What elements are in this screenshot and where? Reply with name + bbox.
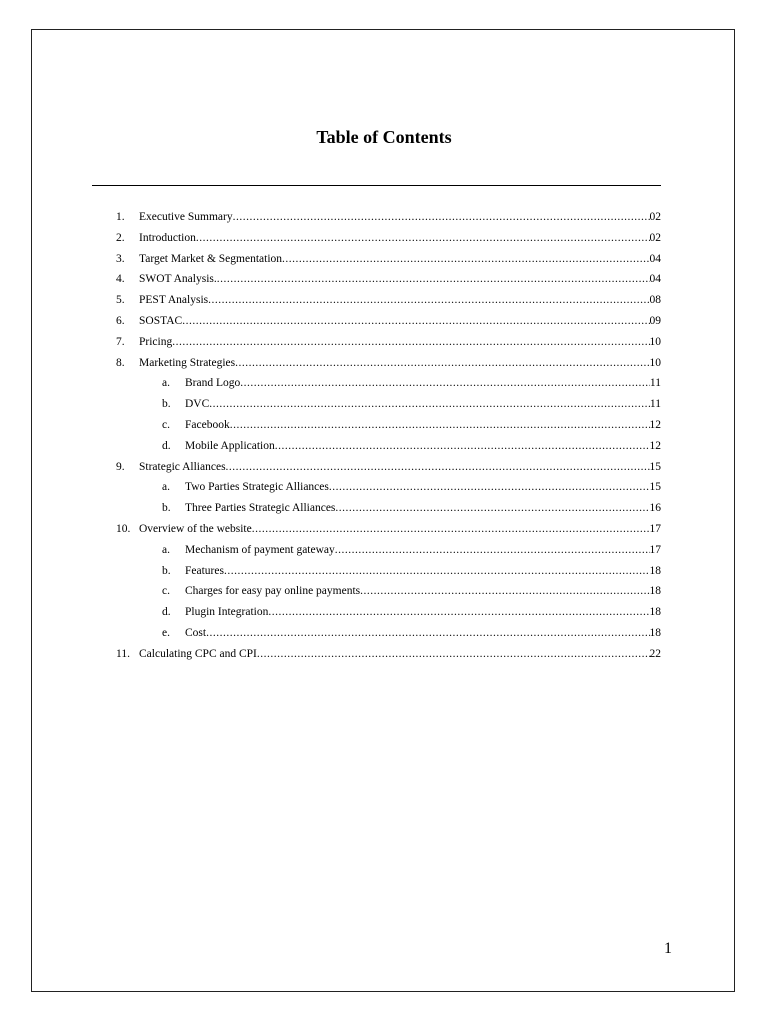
toc-entry-number: 4. xyxy=(116,273,125,286)
toc-entry-page: 04 xyxy=(649,273,661,286)
toc-entry-label: Facebook xyxy=(185,419,230,431)
toc-entry-number: 2. xyxy=(116,231,125,244)
toc-entry[interactable] xyxy=(116,521,661,538)
toc-dot-leader xyxy=(209,396,650,413)
toc-entry-number: a. xyxy=(162,543,170,556)
toc-subentry[interactable] xyxy=(162,604,661,621)
toc-entry-label: Mobile Application xyxy=(185,439,275,452)
toc-subentry[interactable] xyxy=(162,396,661,413)
toc-subentry[interactable] xyxy=(162,542,661,559)
toc-entry-label: Executive Summary xyxy=(139,211,233,223)
toc-subentry[interactable] xyxy=(162,500,661,517)
toc-dot-leader xyxy=(257,646,650,663)
page-title: Table of Contents xyxy=(316,127,452,147)
toc-dot-leader xyxy=(217,271,650,288)
toc-dot-leader xyxy=(360,583,649,600)
toc-entry-number: a. xyxy=(162,377,170,390)
toc-entry-label: PEST Analysis xyxy=(139,294,209,307)
toc-entry[interactable] xyxy=(116,292,661,309)
toc-entry-page: 10 xyxy=(649,335,661,348)
toc-dot-leader xyxy=(275,438,650,455)
toc-entry-page: 04 xyxy=(649,252,661,265)
toc-dot-leader xyxy=(208,292,649,309)
toc-entry-number: b. xyxy=(162,564,171,577)
toc-entry-page: 18 xyxy=(649,564,661,577)
toc-entry-page: 18 xyxy=(649,606,661,619)
toc-entry-number: 1. xyxy=(116,211,125,223)
toc-dot-leader xyxy=(233,209,650,226)
toc-dot-leader xyxy=(335,500,649,517)
toc-entry-label: SWOT Analysis. xyxy=(139,273,217,286)
page-number: 1 xyxy=(664,940,672,957)
toc-entry-page: 15 xyxy=(649,481,661,494)
toc-entry-page: 22 xyxy=(649,647,661,660)
toc-entry-label: Cost xyxy=(185,627,207,639)
toc-entry[interactable] xyxy=(116,355,661,372)
toc-entry-page: 11 xyxy=(649,398,661,411)
toc-entry-label: Brand Logo xyxy=(185,377,241,390)
toc-entry-number: c. xyxy=(162,419,170,431)
toc-dot-leader xyxy=(268,604,649,621)
toc-dot-leader xyxy=(240,375,650,392)
toc-entry-label: Charges for easy pay online payments xyxy=(185,585,361,598)
toc-entry[interactable] xyxy=(116,209,661,226)
toc-dot-leader xyxy=(206,625,649,642)
toc-entry[interactable] xyxy=(116,646,661,663)
toc-entry-number: 10. xyxy=(116,523,131,535)
toc-entry-number: c. xyxy=(162,585,170,598)
toc-dot-leader xyxy=(196,230,650,247)
toc-dot-leader xyxy=(235,355,649,372)
toc-entry[interactable] xyxy=(116,459,661,476)
toc-entry-number: e. xyxy=(162,627,170,639)
toc-entry-label: Two Parties Strategic Alliances xyxy=(185,481,329,494)
toc-entry-number: 5. xyxy=(116,294,125,307)
toc-subentry[interactable] xyxy=(162,375,661,392)
toc-dot-leader xyxy=(230,417,650,434)
toc-entry-number: d. xyxy=(162,439,171,452)
toc-entry-label: Target Market & Segmentation xyxy=(139,252,283,265)
toc-entry-page: 09 xyxy=(649,315,661,327)
toc-entry[interactable] xyxy=(116,313,661,330)
toc-subentry[interactable] xyxy=(162,583,661,600)
toc-entry-page: 12 xyxy=(649,419,661,431)
toc-entry-number: 8. xyxy=(116,356,125,369)
toc-entry-number: 11. xyxy=(116,647,130,660)
toc-entry-page: 17 xyxy=(649,523,661,535)
toc-subentry[interactable] xyxy=(162,563,661,580)
toc-entry-page: 02 xyxy=(649,211,661,223)
toc-entry-page: 02 xyxy=(649,231,661,244)
toc-entry-number: 7. xyxy=(116,335,125,348)
toc-subentry[interactable] xyxy=(162,438,661,455)
toc-entry-page: 18 xyxy=(649,627,661,639)
toc-entry[interactable] xyxy=(116,271,661,288)
toc-dot-leader xyxy=(224,563,650,580)
toc-entry-number: 9. xyxy=(116,460,125,473)
toc-entry-page: 18 xyxy=(649,585,661,598)
toc-subentry[interactable] xyxy=(162,479,661,496)
toc-entry[interactable] xyxy=(116,230,661,247)
toc-dot-leader xyxy=(172,334,649,351)
toc-entry-number: d. xyxy=(162,606,171,619)
toc-entry-label: Introduction xyxy=(139,231,196,244)
toc-dot-leader xyxy=(335,542,650,559)
toc-entry-label: DVC xyxy=(185,398,210,411)
toc-entry-number: 6. xyxy=(116,315,125,327)
toc-entry-page: 12 xyxy=(649,439,661,452)
toc-entry-page: 10 xyxy=(649,356,661,369)
title-divider xyxy=(92,185,661,186)
toc-entry[interactable] xyxy=(116,251,661,268)
toc-entry-page: 11 xyxy=(649,377,661,390)
toc-dot-leader xyxy=(252,521,650,538)
toc-entry-number: 3. xyxy=(116,252,125,265)
toc-entry-number: a. xyxy=(162,481,170,494)
toc-dot-leader xyxy=(282,251,649,268)
toc-subentry[interactable] xyxy=(162,625,661,642)
toc-subentry[interactable] xyxy=(162,417,661,434)
toc-entry-number: b. xyxy=(162,398,171,411)
toc-entry-label: Marketing Strategies xyxy=(139,356,236,369)
toc-entry-label: Mechanism of payment gateway xyxy=(185,543,335,556)
toc-entry-label: Strategic Alliances xyxy=(139,460,226,473)
toc-entry-label: Pricing xyxy=(139,335,173,348)
toc-entry[interactable] xyxy=(116,334,661,351)
toc-entry-label: SOSTAC xyxy=(139,315,183,327)
toc-dot-leader xyxy=(329,479,650,496)
toc-entry-label: Plugin Integration xyxy=(185,606,269,619)
toc-entry-page: 15 xyxy=(649,460,661,473)
toc-entry-label: Three Parties Strategic Alliances xyxy=(185,502,336,515)
toc-dot-leader xyxy=(226,459,650,476)
toc-entry-label: Features xyxy=(185,564,224,577)
toc-dot-leader xyxy=(182,313,649,330)
toc-entry-label: Calculating CPC and CPI xyxy=(139,647,257,660)
toc-entry-page: 08 xyxy=(649,294,661,307)
toc-entry-page: 16 xyxy=(649,502,661,515)
toc-entry-page: 17 xyxy=(649,543,661,556)
toc-entry-label: Overview of the website xyxy=(139,523,252,535)
toc-entry-number: b. xyxy=(162,502,171,515)
